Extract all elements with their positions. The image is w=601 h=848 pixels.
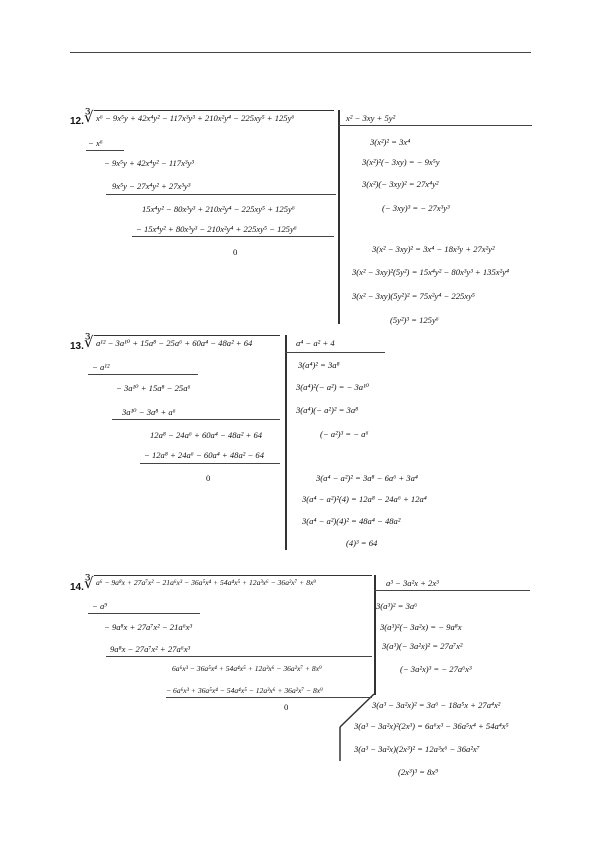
root-underline — [374, 590, 530, 591]
radical-bar — [94, 335, 280, 336]
right-step-3: 3(a⁴)(− a²)² = 3a⁸ — [296, 405, 359, 415]
left-step-3: 9a⁸x − 27a⁷x² + 27a⁶x³ — [110, 644, 191, 654]
left-step-5: − 12a⁸ + 24a⁶ − 60a⁴ + 48a² − 64 — [144, 450, 265, 460]
left-step-2: − 9x⁵y + 42x⁴y² − 117x³y³ — [104, 158, 194, 168]
right-step-3: 3(a³)(− 3a²x)² = 27a⁷x² — [382, 641, 463, 651]
right-step-6: 3(a⁴ − a²)²(4) = 12a⁸ − 24a⁶ + 12a⁴ — [302, 494, 427, 504]
radicand: a⁶ − 9a⁸x + 27a⁷x² − 21a⁶x³ − 36a⁵x⁴ + 54a⁴x⁵ + 12a³x⁶ − 36a²x⁷ + 8x⁹ — [96, 578, 317, 587]
right-step-8: (4)³ = 64 — [346, 538, 378, 548]
header-rule — [70, 52, 531, 53]
left-step-1: − a¹² — [92, 362, 110, 372]
right-step-2: 3(a³)²(− 3a²x) = − 9a⁸x — [380, 622, 462, 632]
right-step-2: 3(x²)²(− 3xy) = − 9x⁵y — [362, 157, 440, 167]
step-rule — [88, 613, 200, 614]
cube-root-symbol: ∛ — [84, 335, 94, 351]
right-step-5: 3(x² − 3xy)² = 3x⁴ − 18x³y + 27x²y² — [372, 244, 495, 254]
right-step-5: 3(a³ − 3a²x)² = 3a⁶ − 18a⁵x + 27a⁴x² — [372, 700, 501, 710]
problem-number: 13. — [70, 341, 84, 352]
right-step-6: 3(a³ − 3a²x)²(2x³) = 6a⁶x³ − 36a⁵x⁴ + 54a⁴x⁵ — [354, 721, 509, 731]
left-step-zero: 0 — [284, 702, 289, 712]
right-step-4: (− a²)³ = − a⁶ — [320, 429, 369, 439]
left-step-5: − 15x⁴y² + 80x³y³ − 210x²y⁴ + 225xy⁵ − 125y⁶ — [136, 224, 297, 234]
step-rule — [166, 697, 372, 698]
root-result: a³ − 3a²x + 2x³ — [386, 578, 439, 588]
radicand: a¹² − 3a¹⁰ + 15a⁸ − 25a⁶ + 60a⁴ − 48a² + 64 — [96, 338, 253, 348]
right-step-2: 3(a⁴)²(− a²) = − 3a¹⁰ — [296, 382, 370, 392]
radicand: x⁶ − 9x⁵y + 42x⁴y² − 117x³y³ + 210x²y⁴ − 225xy⁵ + 125y⁶ — [96, 113, 295, 123]
problem-number: 12. — [70, 116, 84, 127]
right-step-4: (− 3a²x)³ = − 27a⁶x³ — [400, 664, 472, 674]
right-step-5: 3(a⁴ − a²)² = 3a⁸ − 6a⁶ + 3a⁴ — [316, 473, 418, 483]
right-step-8: (2x³)³ = 8x⁹ — [398, 767, 439, 777]
right-step-6: 3(x² − 3xy)²(5y²) = 15x⁴y² − 80x³y³ + 135x²y⁴ — [352, 267, 509, 277]
right-step-1: 3(a⁴)² = 3a⁸ — [298, 360, 340, 370]
left-step-zero: 0 — [233, 247, 238, 257]
root-result: x² − 3xy + 5y² — [346, 113, 396, 123]
right-step-1: 3(a³)² = 3a⁶ — [376, 601, 418, 611]
step-rule — [106, 656, 372, 657]
root-underline — [338, 125, 532, 126]
left-step-5: − 6a⁶x³ + 36a⁵x⁴ − 54a⁴x⁵ − 12a³x⁶ + 36a²x⁷ − 8x⁹ — [166, 686, 323, 695]
step-rule — [132, 236, 334, 237]
step-rule — [88, 374, 198, 375]
left-step-1: − a⁹ — [92, 601, 108, 611]
left-step-3: 3a¹⁰ − 3a⁸ + a⁶ — [122, 407, 176, 417]
problem-number: 14. — [70, 582, 84, 593]
cube-root-symbol: ∛ — [84, 110, 94, 126]
left-step-4: 15x⁴y² − 80x³y³ + 210x²y⁴ − 225xy⁵ + 125y⁶ — [142, 204, 295, 214]
left-step-1: − x⁶ — [88, 138, 103, 148]
divider-vertical — [285, 335, 287, 550]
right-step-8: (5y²)³ = 125y⁶ — [390, 315, 439, 325]
radical-bar — [94, 575, 372, 576]
left-step-2: − 3a¹⁰ + 15a⁸ − 25a⁶ — [116, 383, 191, 393]
step-rule — [86, 150, 124, 151]
root-underline — [285, 352, 385, 353]
step-rule — [106, 194, 336, 195]
divider-vertical — [374, 575, 376, 695]
left-step-3: 9x⁵y − 27x⁴y² + 27x³y³ — [112, 181, 191, 191]
divider-vertical — [338, 110, 340, 324]
left-step-2: − 9a⁸x + 27a⁷x² − 21a⁶x³ — [104, 622, 193, 632]
right-step-7: 3(x² − 3xy)(5y²)² = 75x²y⁴ − 225xy⁵ — [352, 291, 475, 301]
right-step-1: 3(x²)² = 3x⁴ — [370, 137, 411, 147]
left-step-zero: 0 — [206, 473, 211, 483]
left-step-4: 6a⁶x³ − 36a⁵x⁴ + 54a⁴x⁵ + 12a³x⁶ − 36a²x⁷ + 8x⁹ — [172, 664, 322, 673]
step-rule — [112, 419, 280, 420]
right-step-4: (− 3xy)³ = − 27x³y³ — [382, 203, 450, 213]
cube-root-symbol: ∛ — [84, 576, 94, 592]
left-step-4: 12a⁸ − 24a⁶ + 60a⁴ − 48a² + 64 — [150, 430, 263, 440]
right-step-3: 3(x²)(− 3xy)² = 27x⁴y² — [362, 179, 439, 189]
right-step-7: 3(a⁴ − a²)(4)² = 48a⁴ − 48a² — [302, 516, 401, 526]
right-step-7: 3(a³ − 3a²x)(2x³)² = 12a³x⁶ − 36a²x⁷ — [354, 744, 480, 754]
radical-bar — [94, 110, 334, 111]
root-result: a⁴ − a² + 4 — [296, 338, 335, 348]
step-rule — [140, 463, 280, 464]
